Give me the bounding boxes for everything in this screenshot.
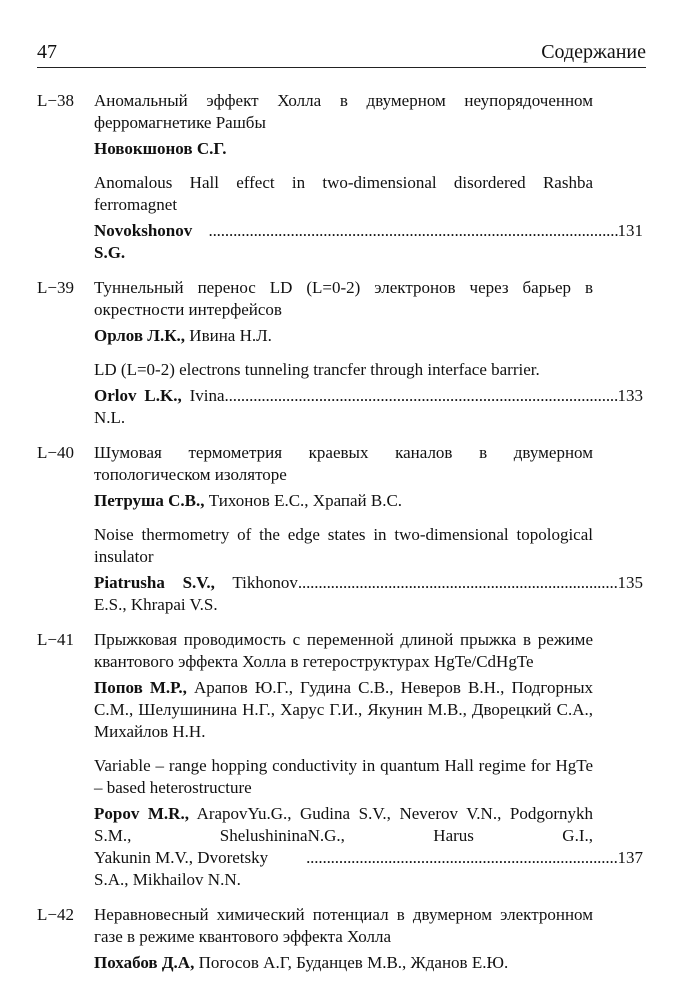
ru-authors: Новокшонов С.Г. (94, 139, 227, 158)
toc-entry (37, 442, 643, 616)
page-ref[interactable]: 135 (617, 573, 643, 592)
ru-authors: Петруша С.В., Тихонов Е.С., Храпай В.С. (94, 491, 403, 510)
page-number: 47 (37, 41, 57, 63)
toc-entry (37, 90, 643, 264)
ru-title: Туннельный перенос LD (L=0-2) электронов через барьер в окрестности интерфейсов (94, 278, 593, 319)
ru-authors: Орлов Л.К., Ивина Н.Л. (94, 326, 272, 345)
toc-entry (37, 629, 643, 891)
page-ref[interactable]: 131 (617, 221, 643, 240)
ru-title: Прыжковая проводимость с переменной длиной прыжка в режиме квантового эффекта Холла в гетероструктурах HgTe/CdHgTe (94, 630, 593, 671)
en-title: LD (L=0-2) electrons tunneling trancfer through interface barrier. (94, 360, 540, 379)
ru-authors: Похабов Д.А, Погосов А.Г, Буданцев М.В., Жданов Е.Ю. (94, 953, 509, 972)
en-title: Noise thermometry of the edge states in two-dimensional topological insulator (94, 525, 593, 566)
contents-list (37, 90, 643, 987)
page-ref[interactable]: 133 (617, 386, 643, 405)
page-header (37, 34, 646, 64)
dot-leader (306, 847, 617, 869)
entry-code: L−42 (37, 905, 74, 924)
ru-title: Аномальный эффект Холла в двумерном неупорядоченном ферромагнетике Рашбы (94, 91, 593, 132)
toc-entry (37, 277, 643, 429)
en-authors-last-line: Yakunin M.V., Dvoretsky S.A., Mikhailov N.N. . . . 137 (94, 847, 643, 891)
page-ref[interactable]: 137 (617, 848, 643, 867)
dot-leader (208, 220, 617, 242)
en-authors: Orlov L.K., Ivina N.L. . . . 133 (94, 385, 643, 429)
en-authors: Popov M.R., ArapovYu.G., Gudina S.V., Neverov V.N., Podgornykh S.M., ShelushininaN.G., Harus G.I., (94, 804, 593, 845)
en-authors: Piatrusha S.V., Tikhonov E.S., Khrapai V.S. . . . 135 (94, 572, 643, 616)
entry-code: L−40 (37, 443, 74, 462)
toc-entry (37, 904, 643, 974)
section-title: Содержание (541, 41, 646, 63)
entry-code: L−38 (37, 91, 74, 110)
entry-code: L−39 (37, 278, 74, 297)
ru-authors: Попов М.Р., Арапов Ю.Г., Гудина С.В., Неверов В.Н., Подгорных С.М., Шелушинина Н.Г., Харус Г.И., Якунин М.В., Дворецкий С.А., Михайлов Н.Н. (94, 678, 593, 741)
ru-title: Неравновесный химический потенциал в двумерном электронном газе в режиме квантового эффекта Холла (94, 905, 593, 946)
en-title: Anomalous Hall effect in two-dimensional disordered Rashba ferromagnet (94, 173, 593, 214)
dot-leader (298, 572, 618, 594)
dot-leader (225, 385, 618, 407)
en-title: Variable – range hopping conductivity in quantum Hall regime for HgTe – based heterostructure (94, 756, 593, 797)
ru-title: Шумовая термометрия краевых каналов в двумерном топологическом изоляторе (94, 443, 593, 484)
header-rule (37, 67, 646, 68)
en-authors: Novokshonov S.G. . . . 131 (94, 220, 643, 264)
entry-code: L−41 (37, 630, 74, 649)
